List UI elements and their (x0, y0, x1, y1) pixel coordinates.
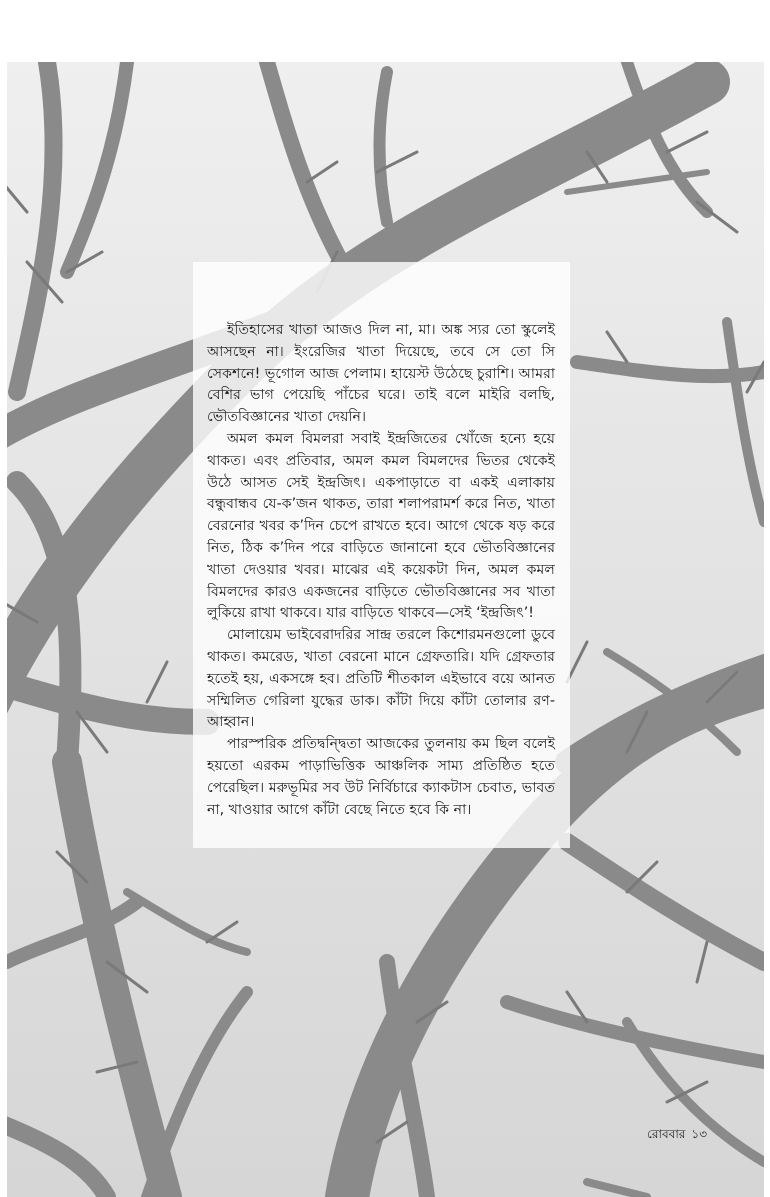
page-number: ১৩ (691, 1127, 707, 1141)
article-body (207, 320, 555, 821)
page-footer (641, 1126, 707, 1146)
article-paragraph: পারস্পরিক প্রতিদ্বন্দ্বিতা আজকের তুলনায় কম ছিল বলেই হয়তো এরকম পাড়াভিত্তিক আঞ্চলিক সাম্য প্রতিষ্ঠিত হতে পেরেছিল। মরুভূমির সব উট নির্বিচারে ক্যাকটাস চেবাত, ভাবত না, খাওয়ার আগে কাঁটা বেছে নিতে হবে কি না। (207, 736, 555, 818)
article-paragraph: মোলায়েম ভাইবেরাদরির সান্দ্র তরলে কিশোরমনগুলো ডুবে থাকত। কমরেড, খাতা বেরনো মানে গ্রেফতারি। যদি গ্রেফতার হতেই হয়, একসঙ্গে হব। প্রতিটি শীতকাল এইভাবে বয়ে আনত সম্মিলিত গেরিলা যুদ্ধের ডাক। কাঁটা দিয়ে কাঁটা তোলার রণ-আহ্বান। (207, 627, 555, 731)
article-paragraph: ইতিহাসের খাতা আজও দিল না, মা। অঙ্ক স্যর তো স্কুলেই আসছেন না। ইংরেজির খাতা দিয়েছে, তবে সে তো সি সেকশনে! ভূগোল আজ পেলাম। হায়েস্ট উঠেছে চুরাশি। আমরা বেশির ভাগ পেয়েছি পাঁচের ঘরে। তাই বলে মাইরি বলছি, ভৌতবিজ্ঞানের খাতা দেয়নি। (207, 322, 555, 426)
article-paragraph: অমল কমল বিমলরা সবাই ইন্দ্রজিতের খোঁজে হন্যে হয়ে থাকত। এবং প্রতিবার, অমল কমল বিমলদের ভিতর থেকেই উঠে আসত সেই ইন্দ্রজিৎ। একপাড়াতে বা একই এলাকায় বন্ধুবান্ধব যে-ক’জন থাকত, তারা শলাপরামর্শ করে নিত, খাতা বেরনোর খবর ক’দিন চেপে রাখতে হবে। আগে থেকে ষড় করে নিত, ঠিক ক’দিন পরে বাড়িতে জানানো হবে ভৌতবিজ্ঞানের খাতা দেওয়ার খবর। মাঝের এই কয়েকটা দিন, অমল কমল বিমলদের কারও একজনের বাড়িতে ভৌতবিজ্ঞানের সব খাতা লুকিয়ে রাখা থাকবে। যার বাড়িতে থাকবে—সেই ‘ইন্দ্রজিৎ’! (207, 430, 555, 622)
publication-name: রোববার (647, 1127, 686, 1141)
